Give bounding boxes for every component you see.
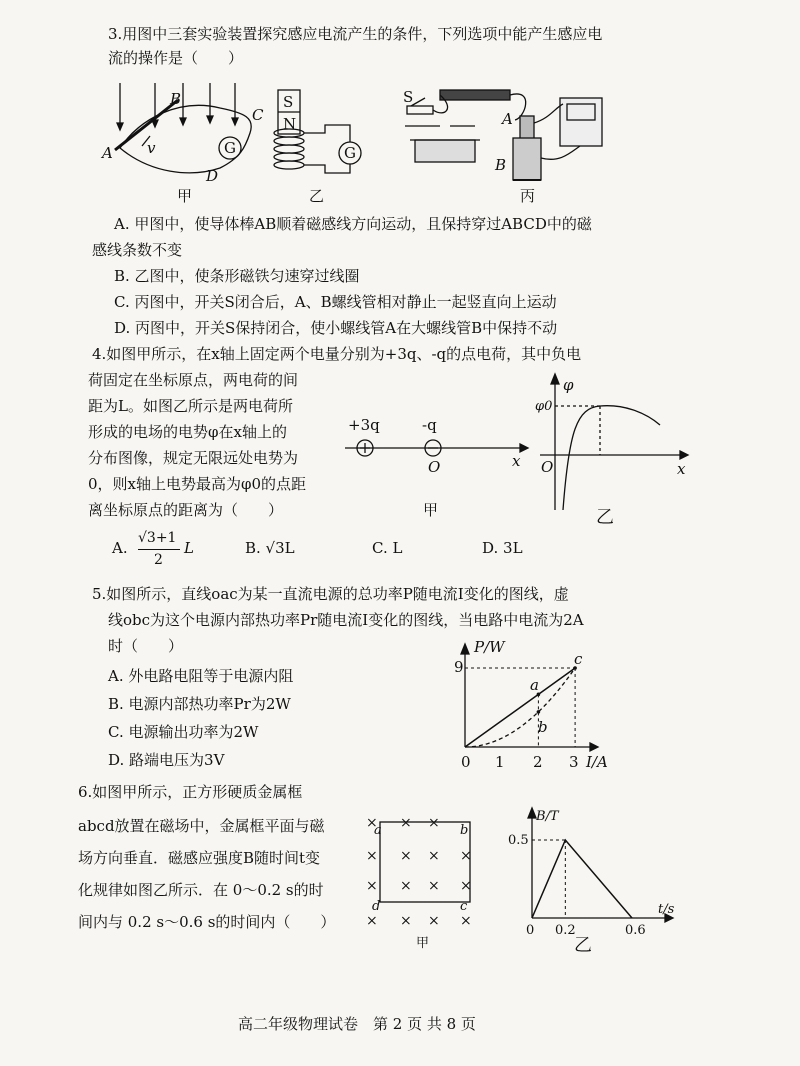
q3-figure-bing [395, 78, 615, 198]
q5-option-B: B. 电源内部热功率Pr为2W [108, 695, 291, 713]
q5-power-chart [450, 640, 610, 775]
q3-jia-label-D: D [206, 167, 219, 185]
q4-stem-line2: 荷固定在坐标原点，两电荷的间 [88, 371, 299, 389]
q4-caption-yi: 乙 [596, 507, 614, 528]
svg-text:×: × [460, 878, 472, 894]
q6-field-chart [508, 800, 685, 950]
q4-jia-origin: O [428, 458, 441, 476]
q3-stem-line2: 流的操作是（ ） [108, 49, 244, 67]
q6-jia-label-d: d [372, 899, 381, 914]
q3-yi-galvanometer: G [344, 144, 356, 162]
q4-stem-line4: 形成的电场的电势φ在x轴上的 [88, 423, 287, 441]
page-footer: 高二年级物理试卷 第 2 页 共 8 页 [238, 1015, 476, 1033]
q6-stem-line1: 6.如图甲所示，正方形硬质金属框 [78, 783, 303, 801]
q5-stem-line3: 时（ ） [108, 637, 184, 655]
q4-option-A-prefix: A. [112, 539, 128, 557]
q5-stem-line2: 线obc为这个电源内部热功率Pr随电流I变化的图线，当电路中电流为2A [108, 611, 584, 629]
q3-jia-label-A: A [102, 144, 113, 162]
q3-caption-bing: 丙 [520, 187, 536, 205]
svg-text:×: × [428, 878, 440, 894]
q6-chart-xlabel: t/s [658, 902, 675, 917]
q4-yi-phi0: φ0 [535, 399, 553, 414]
q4-stem-line5: 分布图像，规定无限远处电势为 [88, 449, 299, 467]
q6-tick-06: 0.6 [625, 923, 646, 938]
q3-jia-label-v: v [147, 139, 156, 157]
q3-caption-jia: 甲 [177, 187, 193, 205]
q3-bing-coil-A: A [502, 110, 513, 128]
q5-tick-3: 3 [569, 753, 579, 771]
q6-figure-jia [360, 810, 490, 935]
q5-tick-0: 0 [461, 753, 471, 771]
q3-stem-line1: 3.用图中三套实验装置探究感应电流产生的条件，下列选项中能产生感应电 [108, 25, 603, 43]
q4-jia-minus-charge: -q [422, 416, 437, 434]
q4-stem-line3: 距为L。如图乙所示是两电荷所 [88, 397, 293, 415]
q6-stem-line5: 间内与 0.2 s～0.6 s的时间内（ ） [78, 913, 336, 931]
svg-text:×: × [366, 815, 378, 831]
q6-stem-line2: abcd放置在磁场中，金属框平面与磁 [78, 817, 325, 835]
q6-jia-label-a: a [374, 823, 382, 838]
q4-yi-phi: φ [563, 376, 574, 394]
q6-tick-0: 0 [526, 923, 535, 938]
q6-chart-ylabel: B/T [536, 809, 559, 824]
svg-text:×: × [460, 913, 472, 929]
q5-series-oac [465, 668, 575, 747]
q4-option-B: B. √3L [245, 539, 295, 557]
q5-option-A: A. 外电路电阻等于电源内阻 [108, 667, 294, 685]
q5-chart-y9: 9 [454, 658, 464, 676]
q3-yi-magnet-S: S [283, 93, 294, 111]
q4-yi-x: x [677, 460, 686, 478]
q3-figure-yi [265, 85, 385, 185]
svg-text:×: × [428, 815, 440, 831]
q5-point-a-label: a [530, 676, 539, 694]
q5-option-C: C. 电源输出功率为2W [108, 723, 259, 741]
q3-option-C: C. 丙图中，开关S闭合后，A、B螺线管相对静止一起竖直向上运动 [114, 293, 557, 311]
svg-text:×: × [400, 878, 412, 894]
q5-point-b [537, 710, 541, 714]
svg-text:×: × [366, 878, 378, 894]
q4-figure-jia [340, 410, 530, 480]
q4-stem-line1: 4.如图甲所示，在x轴上固定两个电量分别为+3q、-q的点电荷，其中负电 [92, 345, 582, 363]
q3-bing-switch-S: S [403, 88, 414, 106]
q3-jia-label-C: C [252, 106, 264, 124]
q4-option-A-numerator: √3+1 [138, 530, 177, 546]
svg-text:×: × [400, 848, 412, 864]
q6-series-B [532, 840, 632, 918]
q3-jia-galvanometer: G [224, 139, 236, 157]
q3-option-D: D. 丙图中，开关S保持闭合，使小螺线管A在大螺线管B中保持不动 [114, 319, 558, 337]
q5-tick-2: 2 [533, 753, 543, 771]
q6-jia-label-c: c [460, 899, 468, 914]
q6-caption-jia: 甲 [416, 936, 430, 951]
svg-text:×: × [428, 848, 440, 864]
q3-yi-magnet-N: N [283, 115, 297, 133]
q3-figure-jia [100, 78, 270, 198]
svg-text:×: × [400, 913, 412, 929]
q4-stem-line6: 0，则x轴上电势最高为φ0的点距 [88, 475, 307, 493]
svg-text:×: × [428, 913, 440, 929]
q6-field-crosses [366, 815, 472, 929]
q4-yi-origin: O [541, 458, 554, 476]
q3-option-B: B. 乙图中，使条形磁铁匀速穿过线圈 [114, 267, 360, 285]
svg-text:×: × [366, 848, 378, 864]
q4-jia-plus-charge: +3q [348, 416, 380, 434]
q6-stem-line3: 场方向垂直．磁感应强度B随时间t变 [78, 849, 321, 867]
q6-caption-yi: 乙 [574, 935, 592, 956]
q6-chart-y05: 0.5 [508, 833, 529, 848]
q5-chart-xlabel: I/A [586, 753, 608, 771]
q4-option-A-denominator: 2 [154, 552, 163, 568]
q6-jia-label-b: b [460, 823, 469, 838]
q3-bing-coil-B: B [495, 156, 507, 174]
q4-option-A-tail: L [184, 539, 194, 557]
q5-point-b-label: b [538, 718, 548, 736]
q6-stem-line4: 化规律如图乙所示．在 0～0.2 s的时 [78, 881, 324, 899]
q5-stem-line1: 5.如图所示，直线oac为某一直流电源的总功率P随电流I变化的图线，虚 [92, 585, 569, 603]
q6-tick-02: 0.2 [555, 923, 576, 938]
svg-text:×: × [366, 913, 378, 929]
svg-text:×: × [400, 815, 412, 831]
q4-jia-x: x [512, 452, 521, 470]
q5-tick-1: 1 [495, 753, 505, 771]
q4-option-C: C. L [372, 539, 403, 557]
q3-option-A-line1: A. 甲图中，使导体棒AB顺着磁感线方向运动，且保持穿过ABCD中的磁 [114, 215, 592, 233]
q4-caption-jia: 甲 [423, 501, 439, 519]
q5-point-c-label: c [574, 650, 583, 668]
q4-option-D: D. 3L [482, 539, 523, 557]
q5-option-D: D. 路端电压为3V [108, 751, 225, 769]
q4-figure-yi [535, 370, 695, 515]
q3-jia-label-B: B [170, 90, 182, 108]
svg-text:×: × [460, 848, 472, 864]
q3-option-A-line2: 感线条数不变 [92, 241, 183, 259]
q3-caption-yi: 乙 [309, 187, 325, 205]
q5-chart-ylabel: P/W [474, 638, 505, 656]
q4-stem-line7: 离坐标原点的距离为（ ） [88, 501, 284, 519]
